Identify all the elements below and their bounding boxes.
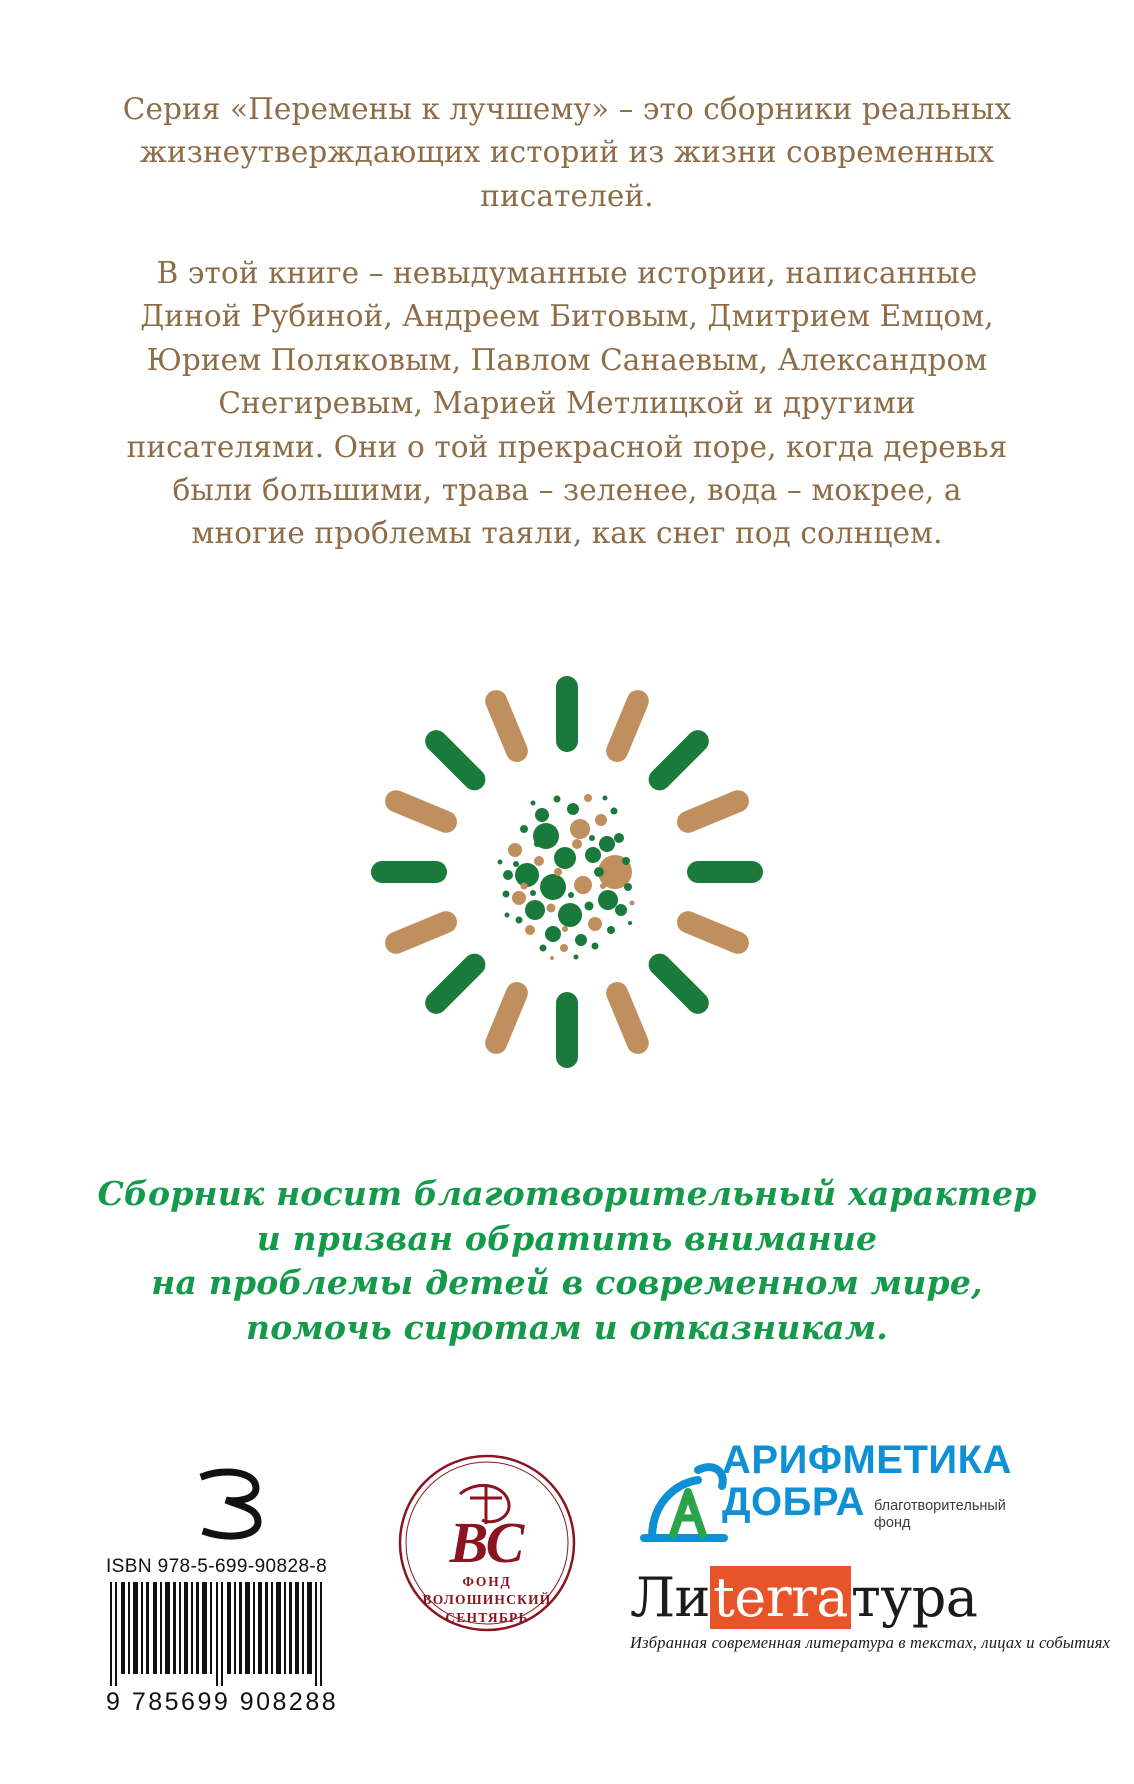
literatura-part-1: Ли xyxy=(630,1566,711,1629)
arifmetika-sub-1: благотворительный xyxy=(874,1498,1006,1514)
barcode-digits: 9 785699 908288 xyxy=(106,1688,339,1716)
charity-line-4: помочь сиротам и отказникам. xyxy=(246,1307,888,1347)
charity-line-3: на проблемы детей в современном мире, xyxy=(151,1263,983,1303)
literatura-tagline: Избранная современная литература в текстах, лицах и событиях xyxy=(630,1632,1111,1652)
seal-line-1: ФОНД xyxy=(462,1574,512,1589)
footer-logo-strip xyxy=(0,1394,1134,1784)
arifmetika-subtitle xyxy=(874,1498,1006,1532)
literatura-part-2: тура xyxy=(851,1566,978,1629)
literatura-wordmark xyxy=(630,1566,1030,1629)
charity-line-2: и призван обратить внимание xyxy=(256,1218,878,1258)
arifmetika-sub-2: фонд xyxy=(874,1515,911,1532)
eksmo-logo-icon xyxy=(196,1466,266,1540)
sunburst-emblem xyxy=(367,672,767,1072)
isbn-barcode xyxy=(106,1582,339,1717)
charity-statement xyxy=(90,1172,1044,1350)
seal-line-2: ВОЛОШИНСКИЙ xyxy=(422,1592,552,1607)
blurb-paragraph-2: В этой книге – невыдуманные истории, написанные Диной Рубиной, Андреем Битовым, Дмитрием Емцом, Юрием Поляковым, Павлом Санаевым, Александром Снегиревым, Марией Метлицкой и другими писателями. Они о той прекрасной поре, когда деревья были большими, трава – зеленее, вода – мокрее, а многие проблемы таяли, как снег под солнцем. xyxy=(126,256,1008,551)
arifmetika-line-1: АРИФМЕТИКА xyxy=(722,1438,1012,1482)
svg-text:ВС: ВС xyxy=(449,1510,525,1575)
arifmetika-line-2: ДОБРА xyxy=(722,1479,865,1524)
isbn-label: ISBN 978-5-699-90828-8 xyxy=(106,1556,328,1577)
blurb-block xyxy=(120,88,1014,556)
blurb-paragraph-1: Серия «Перемены к лучшему» – это сборники реальных жизнеутверждающих историй из жизни современных писателей. xyxy=(122,92,1012,213)
charity-line-1: Сборник носит благотворительный характер xyxy=(97,1174,1037,1213)
literatura-logo xyxy=(630,1566,1111,1653)
literatura-part-highlight: terra xyxy=(710,1566,851,1629)
seal-line-3: СЕНТЯБРЬ xyxy=(445,1610,529,1625)
